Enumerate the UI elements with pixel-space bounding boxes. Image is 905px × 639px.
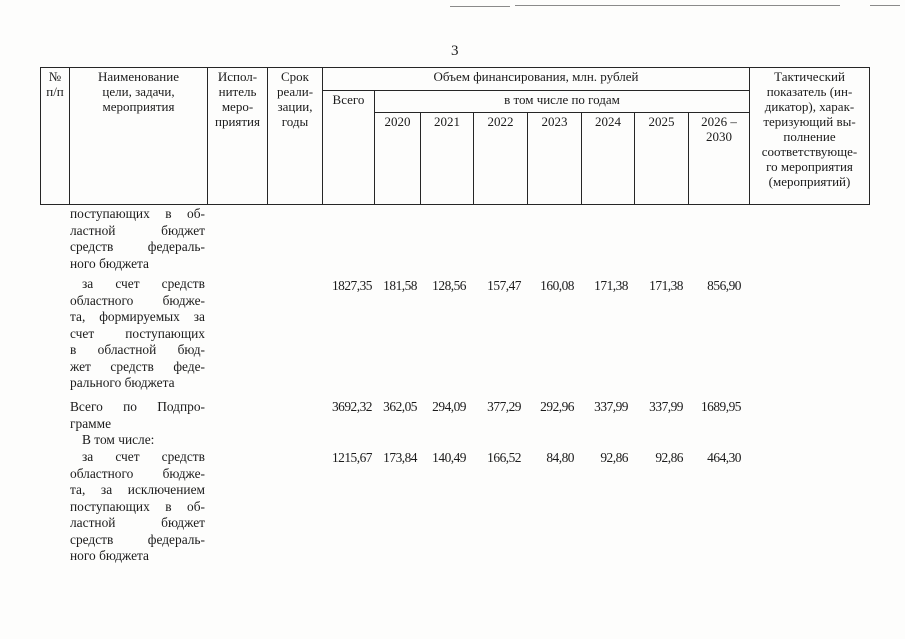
header-col-funding: Объем финансирования, млн. рублей	[323, 68, 750, 91]
value-2022: 377,29	[487, 399, 521, 414]
header-year-2020: 2020	[375, 113, 421, 205]
text-line: рального бюджета	[70, 375, 175, 390]
text-line: областного бюдже-	[70, 292, 205, 308]
value-total: 1215,67	[331, 450, 372, 465]
header-col-indicator: Тактический показатель (ин- дикатор), харак- теризующий вы- полнение соответствующе- го мероприятия (мероприятий)	[750, 68, 870, 205]
row-description	[70, 276, 205, 392]
value-total: 1827,35	[331, 278, 372, 293]
text-line: Всего по Подпро-	[70, 399, 205, 414]
value-2024: 171,38	[594, 278, 628, 293]
text-line: грамме	[70, 415, 112, 431]
value-2026-2030: 1689,95	[700, 399, 741, 414]
text-line: в областной бюд-	[70, 342, 205, 357]
header-year-2026-2030: 2026 – 2030	[689, 113, 750, 205]
value-2024: 92,86	[600, 450, 628, 465]
text-line: ного бюджета	[70, 548, 149, 563]
text-line: поступающих в об-	[70, 498, 205, 514]
value-2021: 128,56	[432, 278, 466, 293]
value-2021: 140,49	[432, 450, 466, 465]
text-line: та, формируемых за	[70, 309, 205, 324]
text-line: счет поступающих	[70, 325, 205, 341]
header-col-term: Срок реали- зации, годы	[268, 68, 323, 205]
text-line: средств федераль-	[70, 531, 205, 547]
scan-artifact-line	[515, 5, 840, 6]
value-2025: 337,99	[649, 399, 683, 414]
value-2023: 84,80	[546, 450, 574, 465]
value-2022: 166,52	[487, 450, 521, 465]
text-line: ластной бюджет	[70, 515, 205, 530]
text-line: областного бюдже-	[70, 465, 205, 481]
value-2023: 160,08	[540, 278, 574, 293]
page-number: 3	[451, 43, 459, 59]
text-line: за счет средств	[82, 276, 205, 291]
header-year-2021: 2021	[421, 113, 474, 205]
value-2025: 92,86	[655, 450, 683, 465]
scan-artifact-line	[450, 6, 510, 7]
scan-artifact-line	[870, 5, 900, 6]
text-line: ного бюджета	[70, 255, 149, 271]
value-2021: 294,09	[432, 399, 466, 414]
header-col-executor: Испол- нитель меро- приятия	[208, 68, 268, 205]
row-description	[70, 206, 205, 272]
text-line: жет средств феде-	[70, 358, 205, 374]
value-2020: 173,84	[383, 450, 417, 465]
value-2026-2030: 856,90	[707, 278, 741, 293]
header-year-2025: 2025	[635, 113, 689, 205]
text-line: поступающих в об-	[70, 206, 205, 221]
text-line: средств федераль-	[70, 239, 205, 254]
value-2020: 181,58	[383, 278, 417, 293]
table-header	[40, 67, 870, 205]
header-col-name: Наименование цели, задачи, мероприятия	[70, 68, 208, 205]
row-description	[70, 399, 205, 432]
header-col-number: № п/п	[41, 68, 70, 205]
value-2020: 362,05	[383, 399, 417, 414]
text-line: ластной бюджет	[70, 222, 205, 238]
value-2025: 171,38	[649, 278, 683, 293]
header-year-2024: 2024	[582, 113, 635, 205]
value-2024: 337,99	[594, 399, 628, 414]
value-2023: 292,96	[540, 399, 574, 414]
text-line: та, за исключением	[70, 482, 205, 497]
row-description	[70, 432, 205, 449]
text-line: В том числе:	[82, 432, 155, 447]
header-year-2022: 2022	[474, 113, 528, 205]
row-description	[70, 449, 205, 565]
text-line: за счет средств	[82, 449, 205, 464]
value-total: 3692,32	[331, 399, 372, 414]
header-year-2023: 2023	[528, 113, 582, 205]
value-2026-2030: 464,30	[707, 450, 741, 465]
header-col-by-years: в том числе по годам	[375, 91, 750, 113]
header-col-total: Всего	[323, 91, 375, 205]
value-2022: 157,47	[487, 278, 521, 293]
